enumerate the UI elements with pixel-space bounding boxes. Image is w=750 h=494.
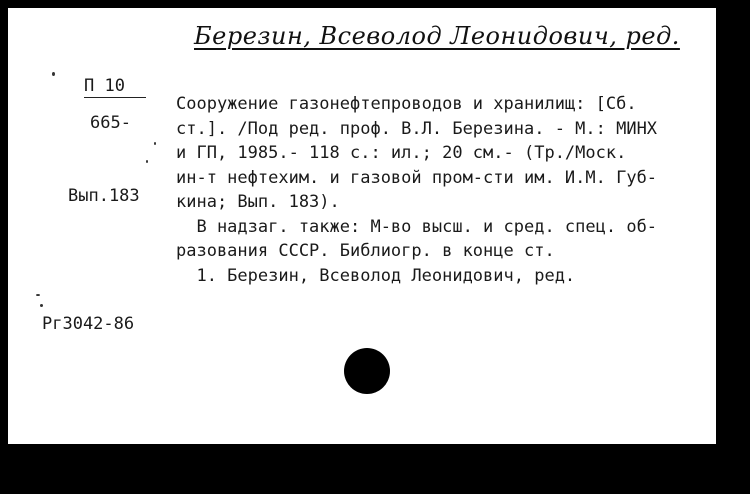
punch-hole [344, 348, 390, 394]
shelf-mark-number: 665- [90, 113, 131, 133]
handwritten-author-heading: Березин, Всеволод Леонидович, ред. [194, 22, 680, 50]
shelf-mark-issue: Вып.183 [68, 186, 140, 206]
description-line: Сооружение газонефтепроводов и хранилищ: [Сб. [176, 94, 637, 114]
shelf-mark-top: П 10 [84, 76, 146, 98]
description-line: ст.]. /Под ред. проф. В.Л. Березина. - М.: МИНХ [176, 118, 658, 139]
description-line: и ГП, 1985.- 118 с.: ил.; 20 см.- (Тр./Моск. [176, 143, 627, 163]
ink-speck [52, 72, 55, 76]
description-line: кина; Вып. 183). [176, 192, 340, 212]
ink-speck [154, 142, 156, 145]
description-line: 1. Березин, Всеволод Леонидович, ред. [176, 265, 576, 286]
description-line: разования СССР. Библиогр. в конце ст. [176, 241, 555, 261]
description-line: В надзаг. также: М-во высш. и сред. спец. об- [176, 216, 658, 237]
ink-speck [146, 160, 148, 163]
inventory-number: Рг3042-86 [42, 314, 135, 334]
catalog-card [8, 8, 716, 444]
bibliographic-description [176, 92, 706, 288]
ink-speck [40, 304, 43, 307]
description-line: ин-т нефтехим. и газовой пром-сти им. И.М. Губ- [176, 167, 658, 188]
ink-speck [36, 294, 40, 296]
